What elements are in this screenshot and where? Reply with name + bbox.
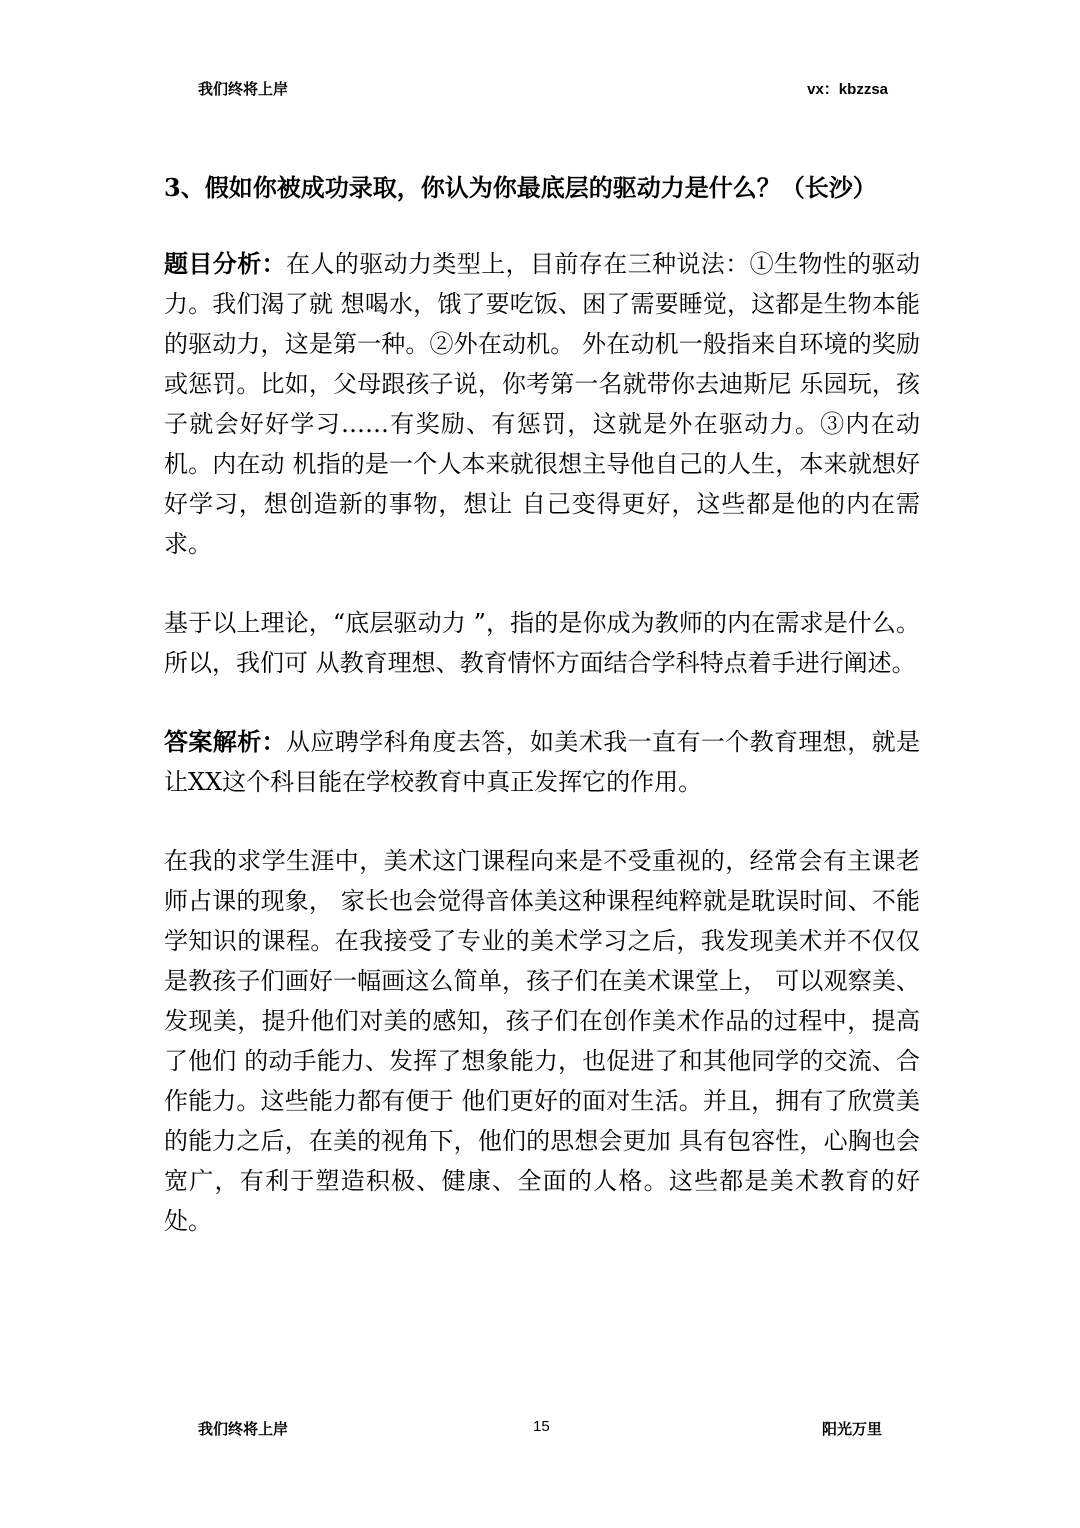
theory-paragraph: 基于以上理论，“底层驱动力 ”，指的是你成为教师的内在需求是什么。所以，我们可 从教育理想、教育情怀方面结合学科特点着手进行阐述。: [164, 609, 920, 677]
answer-label: 答案解析：: [164, 727, 286, 756]
answer-text: 从应聘学科角度去答，如美术我一直有一个教育理想，就是让XX这个科目能在学校教育中真正发挥它的作用。: [164, 728, 920, 796]
analysis-paragraph: [164, 244, 920, 564]
header-left-text: 我们终将上岸: [198, 80, 289, 98]
analysis-label: 题目分析：: [164, 249, 286, 278]
analysis-text: 在人的驱动力类型上，目前存在三种说法：①生物性的驱动力。我们渴了就 想喝水，饿了要吃饭、困了需要睡觉，这都是生物本能的驱动力，这是第一种。②外在动机。 外在动机一般指来自环境的奖励或惩罚。比如，父母跟孩子说，你考第一名就带你去迪斯尼 乐园玩，孩子就会好好学习……有奖励、有惩罚，这就是外在驱动力。③内在动机。内在动 机指的是一个人本来就很想主导他自己的人生，本来就想好好学习，想创造新的事物，想让 自己变得更好，这些都是他的内在需求。: [164, 250, 920, 558]
question-title: 3、假如你被成功录取，你认为你最底层的驱动力是什么？（长沙）: [164, 173, 877, 202]
answer-paragraph: [164, 722, 920, 802]
footer-left-text: 我们终将上岸: [198, 1420, 289, 1438]
page-content: [164, 168, 920, 1280]
example-paragraph: 在我的求学生涯中，美术这门课程向来是不受重视的，经常会有主课老师占课的现象， 家长也会觉得音体美这种课程纯粹就是耽误时间、不能学知识的课程。在我接受了专业的美术学习之后，我发现美术并不仅仅是教孩子们画好一幅画这么简单，孩子们在美术课堂上， 可以观察美、发现美，提升他们对美的感知，孩子们在创作美术作品的过程中，提高了他们 的动手能力、发挥了想象能力，也促进了和其他同学的交流、合作能力。这些能力都有便于 他们更好的面对生活。并且，拥有了欣赏美的能力之后，在美的视角下，他们的思想会更加 具有包容性，心胸也会宽广，有利于塑造积极、健康、全面的人格。这些都是美术教育的好处。: [164, 847, 920, 1235]
footer-right-text: 阳光万里: [821, 1420, 882, 1438]
page-number: 15: [533, 1418, 550, 1435]
header-contact-text: vx：kbzzsa: [807, 81, 888, 98]
